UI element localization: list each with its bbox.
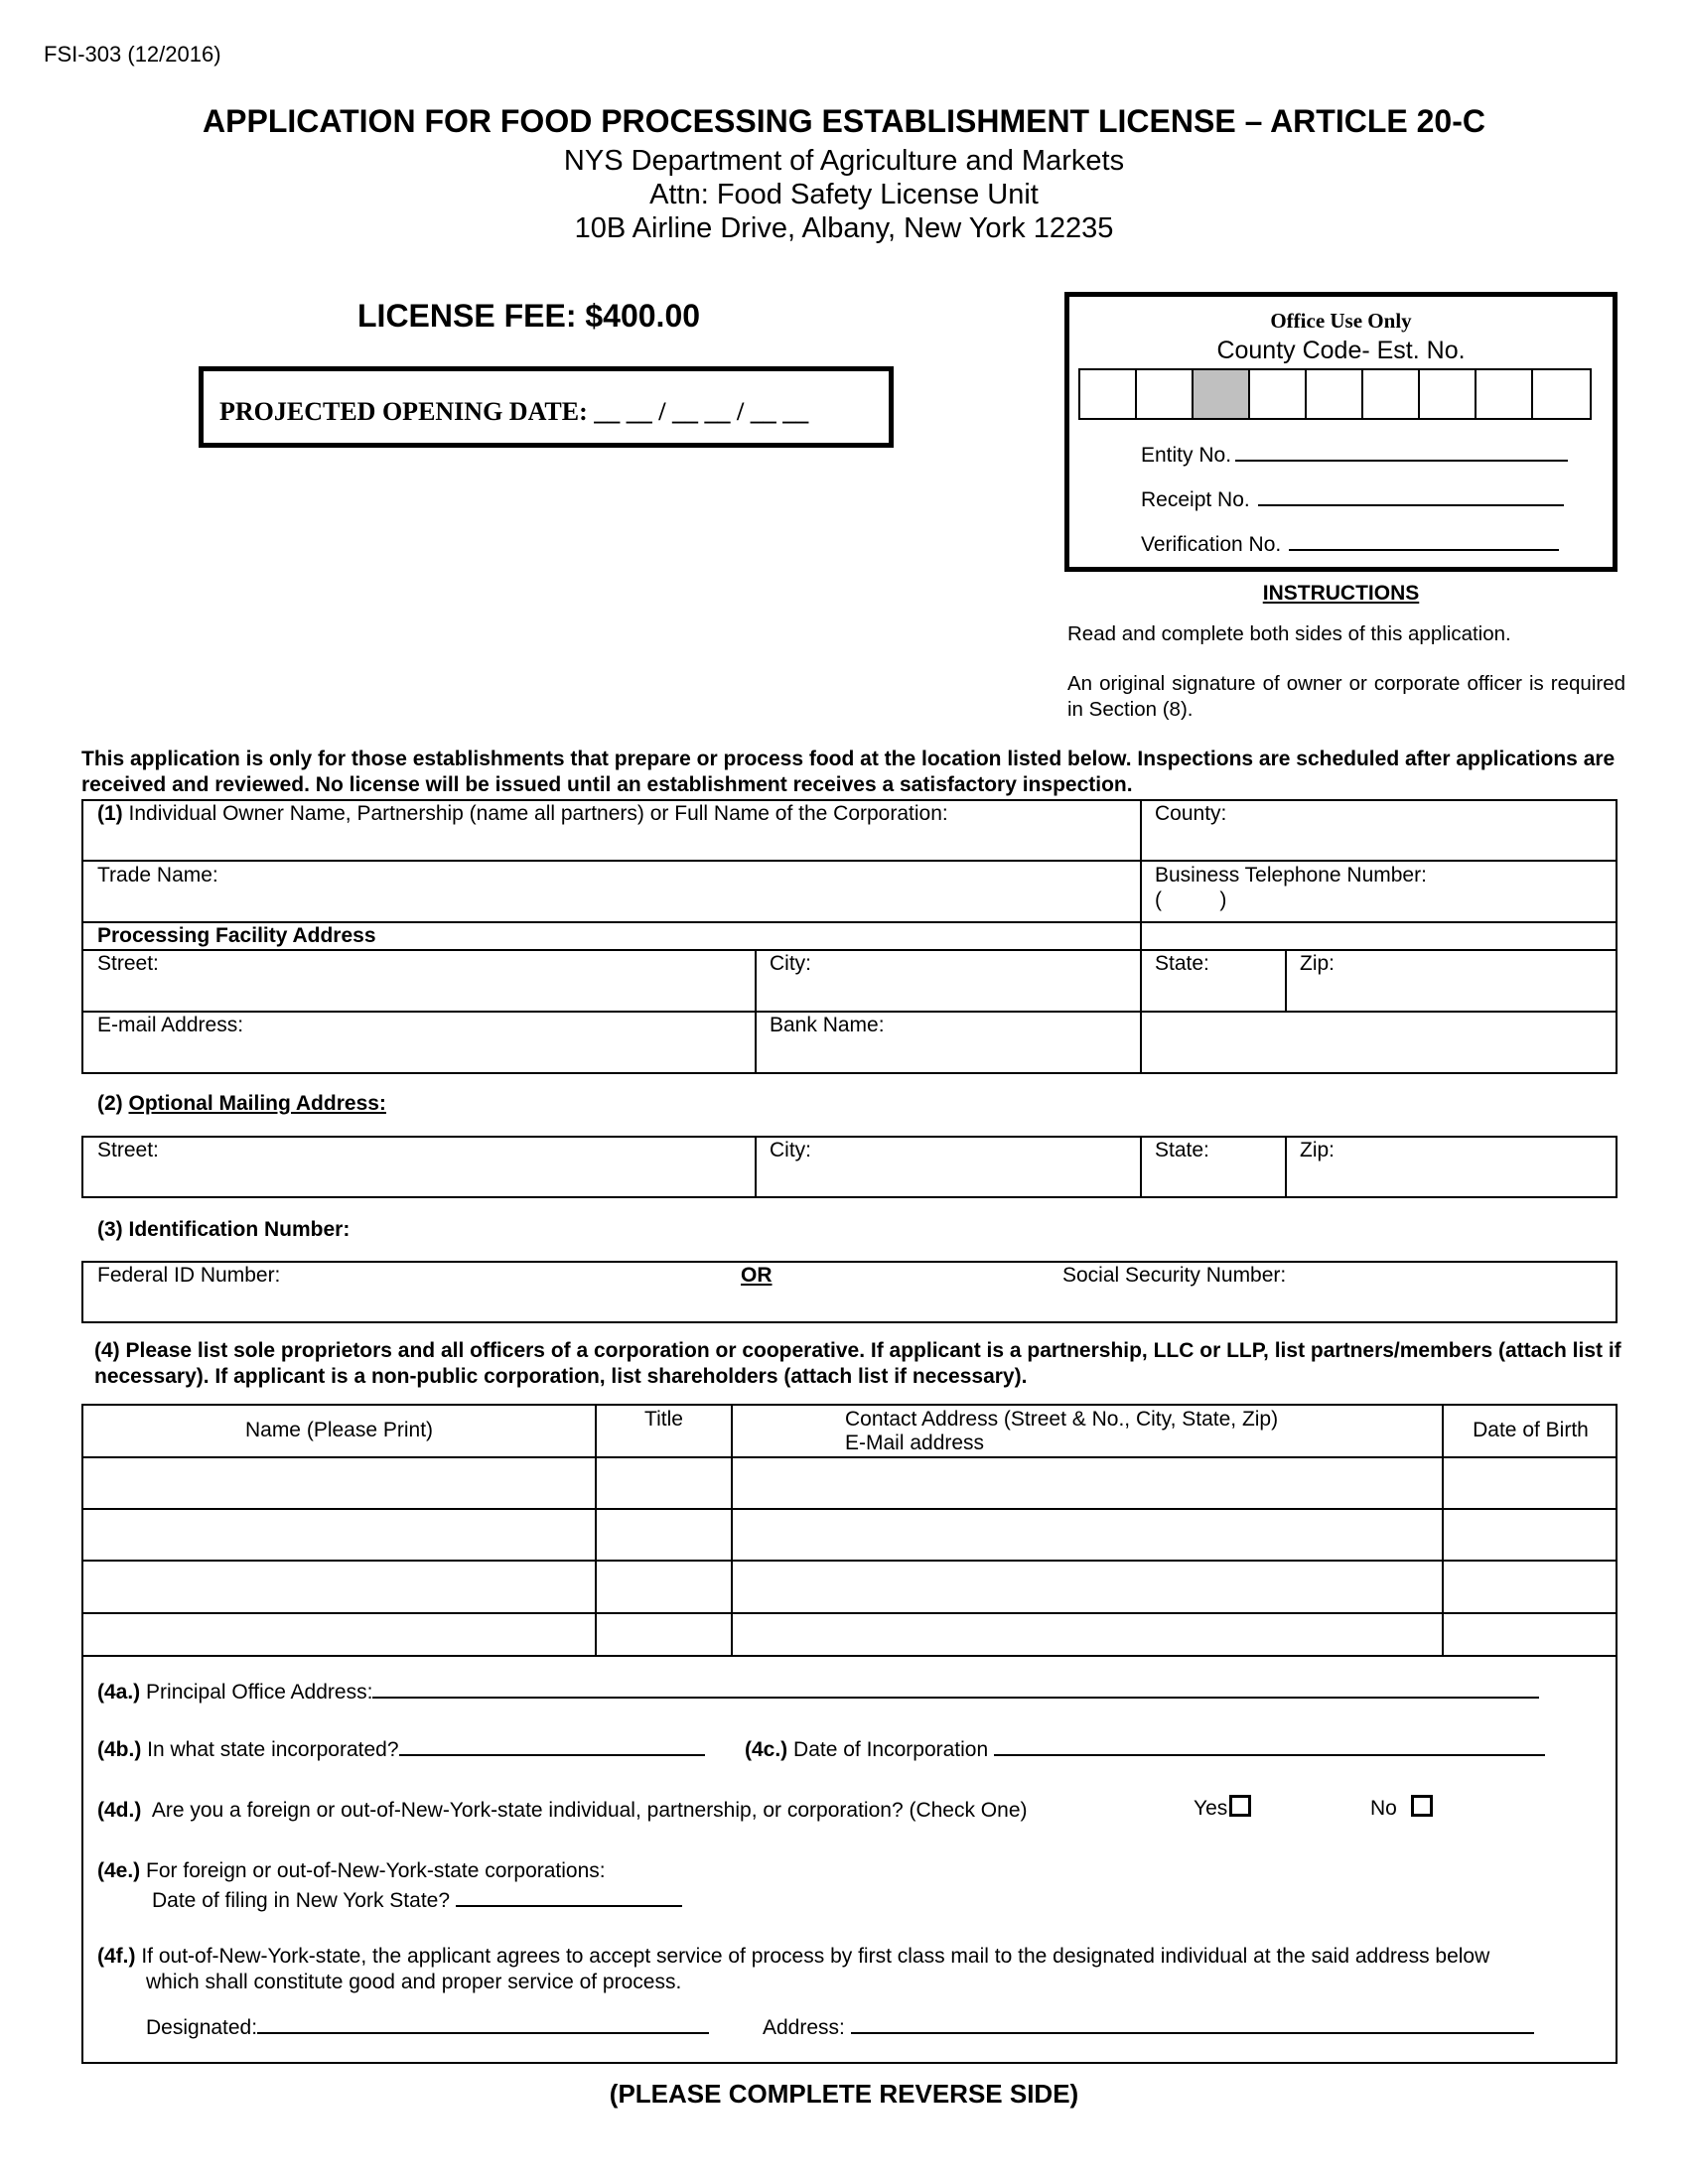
section-2-heading (97, 1092, 386, 1116)
receipt-number-field (1141, 484, 1564, 512)
form-number: FSI-303 (12/2016) (44, 42, 221, 67)
federal-id-field[interactable]: Federal ID Number: (97, 1264, 281, 1287)
instructions-heading: INSTRUCTIONS (1262, 582, 1420, 605)
state-incorporated-field[interactable] (97, 1734, 705, 1762)
projected-opening-date-label: PROJECTED OPENING DATE: __ __ / __ __ / __ __ (219, 397, 809, 426)
optional-mailing-label: Optional Mailing Address: (128, 1092, 386, 1115)
email-field[interactable]: E-mail Address: (97, 1014, 244, 1036)
ny-filing-date-field[interactable] (152, 1885, 682, 1913)
mailing-city-field[interactable]: City: (770, 1139, 811, 1161)
mailing-street-field[interactable]: Street: (97, 1139, 159, 1161)
instructions-line-2: An original signature of owner or corporate officer is required in Section (8). (1067, 672, 1625, 721)
section-4-heading: (4) Please list sole proprietors and all officers of a corporation or cooperative. If applicant is a partnership, LLC or LLP, list partners/members (attach list if necessary). If applicant is a non-public corporation, list shareholders (attach list if necessary). (94, 1339, 1621, 1388)
yes-label: Yes (1194, 1797, 1228, 1820)
code-cell (1420, 370, 1477, 418)
designated-address-label: Address: (763, 2016, 845, 2039)
entity-number-field (1141, 440, 1568, 468)
code-cell-shaded (1194, 370, 1250, 418)
column-name: Name (Please Print) (244, 1419, 434, 1441)
receipt-number-label: Receipt No. (1141, 488, 1250, 511)
no-checkbox[interactable] (1411, 1795, 1433, 1817)
foreign-question (97, 1799, 1028, 1823)
column-email: E-Mail address (845, 1432, 985, 1454)
facility-city-field[interactable]: City: (770, 952, 811, 975)
agency-attn: Attn: Food Safety License Unit (649, 179, 1039, 210)
ny-filing-date-label: Date of filing in New York State? (152, 1889, 451, 1912)
state-incorporated-label: In what state incorporated? (147, 1738, 399, 1761)
projected-opening-date-box[interactable] (199, 366, 894, 448)
facility-address-heading: Processing Facility Address (97, 924, 376, 947)
q4d-number: (4d.) (97, 1799, 142, 1822)
code-cell (1307, 370, 1363, 418)
facility-street-field[interactable]: Street: (97, 952, 159, 975)
designated-label: Designated: (146, 2016, 258, 2039)
principal-office-label: Principal Office Address: (146, 1681, 373, 1704)
license-fee: LICENSE FEE: $400.00 (357, 298, 701, 334)
ssn-field[interactable]: Social Security Number: (1062, 1264, 1287, 1287)
q4b-number: (4b.) (97, 1738, 142, 1761)
q4f-line-2: which shall constitute good and proper service of process. (146, 1971, 682, 1993)
verification-number-label: Verification No. (1141, 533, 1282, 556)
no-label: No (1370, 1797, 1397, 1820)
code-cell (1080, 370, 1137, 418)
column-title: Title (644, 1408, 683, 1431)
or-label: OR (741, 1264, 773, 1287)
mailing-zip-field[interactable]: Zip: (1300, 1139, 1336, 1161)
designated-field[interactable] (146, 2012, 709, 2040)
yes-checkbox[interactable] (1229, 1795, 1251, 1817)
column-date-of-birth: Date of Birth (1473, 1419, 1589, 1441)
foreign-question-label: Are you a foreign or out-of-New-York-state individual, partnership, or corporation? (Check One) (151, 1799, 1028, 1822)
column-contact-address: Contact Address (Street & No., City, State, Zip) (845, 1408, 1279, 1431)
q4e-number: (4e.) (97, 1859, 141, 1882)
service-of-process-label: If out-of-New-York-state, the applicant agrees to accept service of process by first class mail to the designated individual at the said address below (141, 1945, 1490, 1968)
phone-area-code: ( ) (1155, 888, 1227, 911)
office-use-box (1064, 292, 1618, 572)
designated-address-field[interactable] (763, 2012, 1534, 2040)
office-use-title: Office Use Only (1270, 309, 1412, 333)
reverse-side-note: (PLEASE COMPLETE REVERSE SIDE) (609, 2079, 1079, 2109)
county-field[interactable]: County: (1155, 802, 1227, 825)
code-cell (1137, 370, 1194, 418)
agency-name: NYS Department of Agriculture and Markets (563, 145, 1125, 177)
instructions-line-1: Read and complete both sides of this application. (1067, 622, 1511, 645)
section-2-number: (2) (97, 1092, 123, 1115)
code-cell (1363, 370, 1420, 418)
page-title: APPLICATION FOR FOOD PROCESSING ESTABLISHMENT LICENSE – ARTICLE 20-C (203, 103, 1485, 139)
identification-table (81, 1261, 1618, 1323)
owner-name-field[interactable] (97, 802, 948, 826)
trade-name-field[interactable]: Trade Name: (97, 864, 218, 887)
verification-number-field (1141, 529, 1559, 557)
eligibility-notice: This application is only for those establishments that prepare or process food at the location listed below. Inspections are scheduled after applications are received and reviewed. No license will be issued until an establishment receives a satisfactory inspection. (81, 748, 1616, 796)
incorporation-date-label: Date of Incorporation (793, 1738, 989, 1761)
q4f-line-1 (97, 1945, 1489, 1969)
bank-name-field[interactable]: Bank Name: (770, 1014, 885, 1036)
code-cell (1533, 370, 1590, 418)
foreign-yes-option[interactable] (1194, 1795, 1251, 1821)
mailing-state-field[interactable]: State: (1155, 1139, 1209, 1161)
q4c-number: (4c.) (745, 1738, 788, 1761)
incorporation-date-field[interactable] (745, 1734, 1545, 1762)
section-1-number: (1) (97, 802, 123, 825)
business-phone-field[interactable]: Business Telephone Number: (1155, 864, 1427, 887)
q4f-number: (4f.) (97, 1945, 136, 1968)
mailing-address-table (81, 1136, 1618, 1198)
section-3-heading: (3) Identification Number: (97, 1218, 351, 1241)
code-cell (1250, 370, 1307, 418)
q4e-line-1 (97, 1859, 606, 1883)
facility-state-field[interactable]: State: (1155, 952, 1209, 975)
county-code-grid (1078, 368, 1592, 420)
q4a-number: (4a.) (97, 1681, 141, 1704)
entity-number-label: Entity No. (1141, 444, 1232, 467)
facility-zip-field[interactable]: Zip: (1300, 952, 1336, 975)
county-code-label: County Code- Est. No. (1216, 337, 1466, 364)
foreign-corp-label: For foreign or out-of-New-York-state corporations: (146, 1859, 606, 1882)
principal-office-field[interactable] (97, 1677, 1539, 1705)
agency-address: 10B Airline Drive, Albany, New York 12235 (574, 212, 1114, 244)
foreign-no-option[interactable] (1370, 1795, 1433, 1821)
code-cell (1477, 370, 1533, 418)
owner-name-label: Individual Owner Name, Partnership (name all partners) or Full Name of the Corporation: (128, 802, 948, 825)
